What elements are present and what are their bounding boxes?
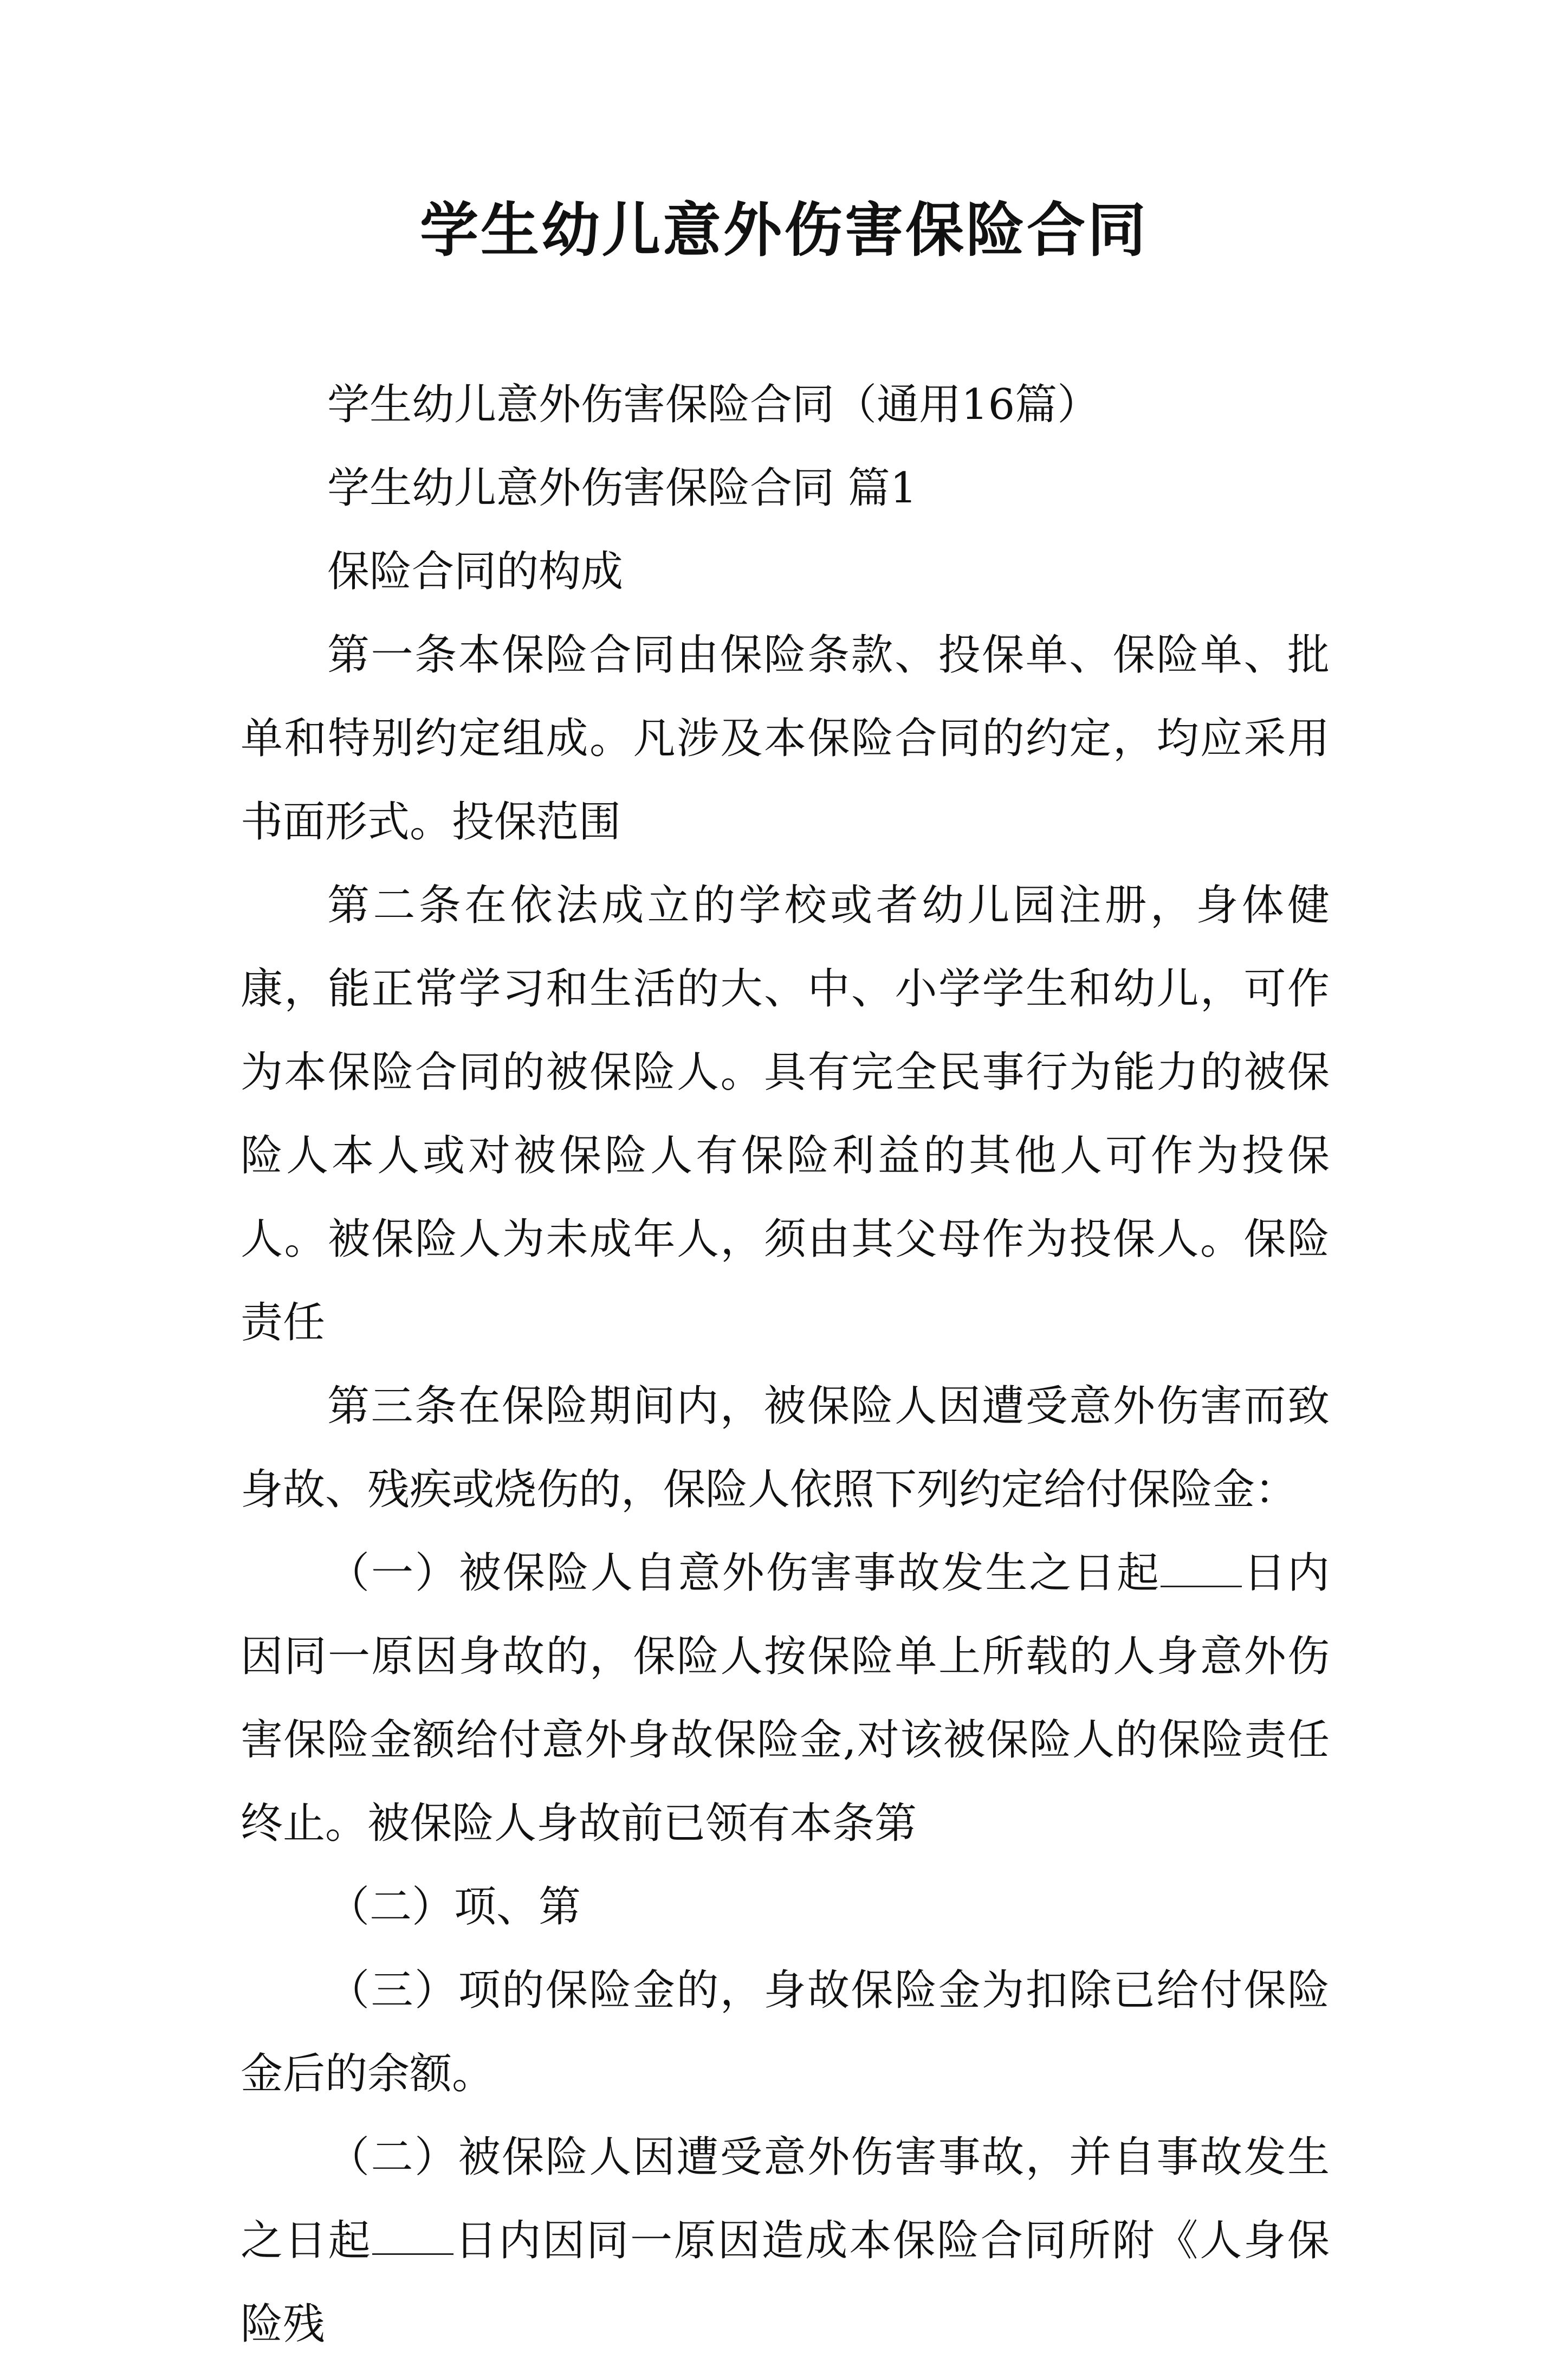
document-title: 学生幼儿意外伤害保险合同	[419, 197, 1148, 264]
paragraph-item-3: （三）项的保险金的，身故保险金为扣除已给付保险金后的余额。	[241, 1966, 1330, 2098]
paragraph-article-1: 第一条本保险合同由保险条款、投保单、保险单、批单和特别约定组成。凡涉及本保险合同的约定，均应采用书面形式。投保范围	[241, 631, 1330, 846]
paragraph-article-2: 第二条在依法成立的学校或者幼儿园注册，身体健康，能正常学习和生活的大、中、小学学生和幼儿，可作为本保险合同的被保险人。具有完全民事行为能力的被保险人本人或对被保险人有保险利益的其他人可作为投保人。被保险人为未成年人，须由其父母作为投保人。保险责任	[241, 881, 1330, 1347]
clause-2-text-after: 日内因同一原因造成本保险合同所附《人身保险残	[241, 2216, 1330, 2349]
fill-in-blank	[1161, 1548, 1242, 1587]
paragraph-composition-heading: 保险合同的构成	[327, 547, 624, 596]
clause-1-text-before: （一）被保险人自意外伤害事故发生之日起	[327, 1549, 1161, 1598]
paragraph-item-2: （二）项、第	[327, 1883, 581, 1931]
paragraph-article-3: 第三条在保险期间内，被保险人因遭受意外伤害而致身故、残疾或烧伤的，保险人依照下列约定给付保险金：	[241, 1382, 1330, 1514]
paragraph-section-heading: 学生幼儿意外伤害保险合同 篇1	[327, 464, 917, 513]
clause-2-text-before: （二）被保险人因遭受意外伤害事故，并自事故发生之日起	[241, 2133, 1330, 2265]
clause-1-text-after: 日内因同一原因身故的，保险人按保险单上所载的人身意外伤害保险金额给付意外身故保险金,对该被保险人的保险责任终止。被保险人身故前已领有本条第	[241, 1549, 1330, 1848]
document-body	[241, 363, 1330, 2366]
paragraph-subtitle: 学生幼儿意外伤害保险合同（通用16篇）	[327, 380, 1100, 429]
paragraph-clause-2	[241, 2116, 1330, 2366]
fill-in-blank	[372, 2215, 453, 2255]
paragraph-clause-1	[241, 1531, 1330, 1865]
